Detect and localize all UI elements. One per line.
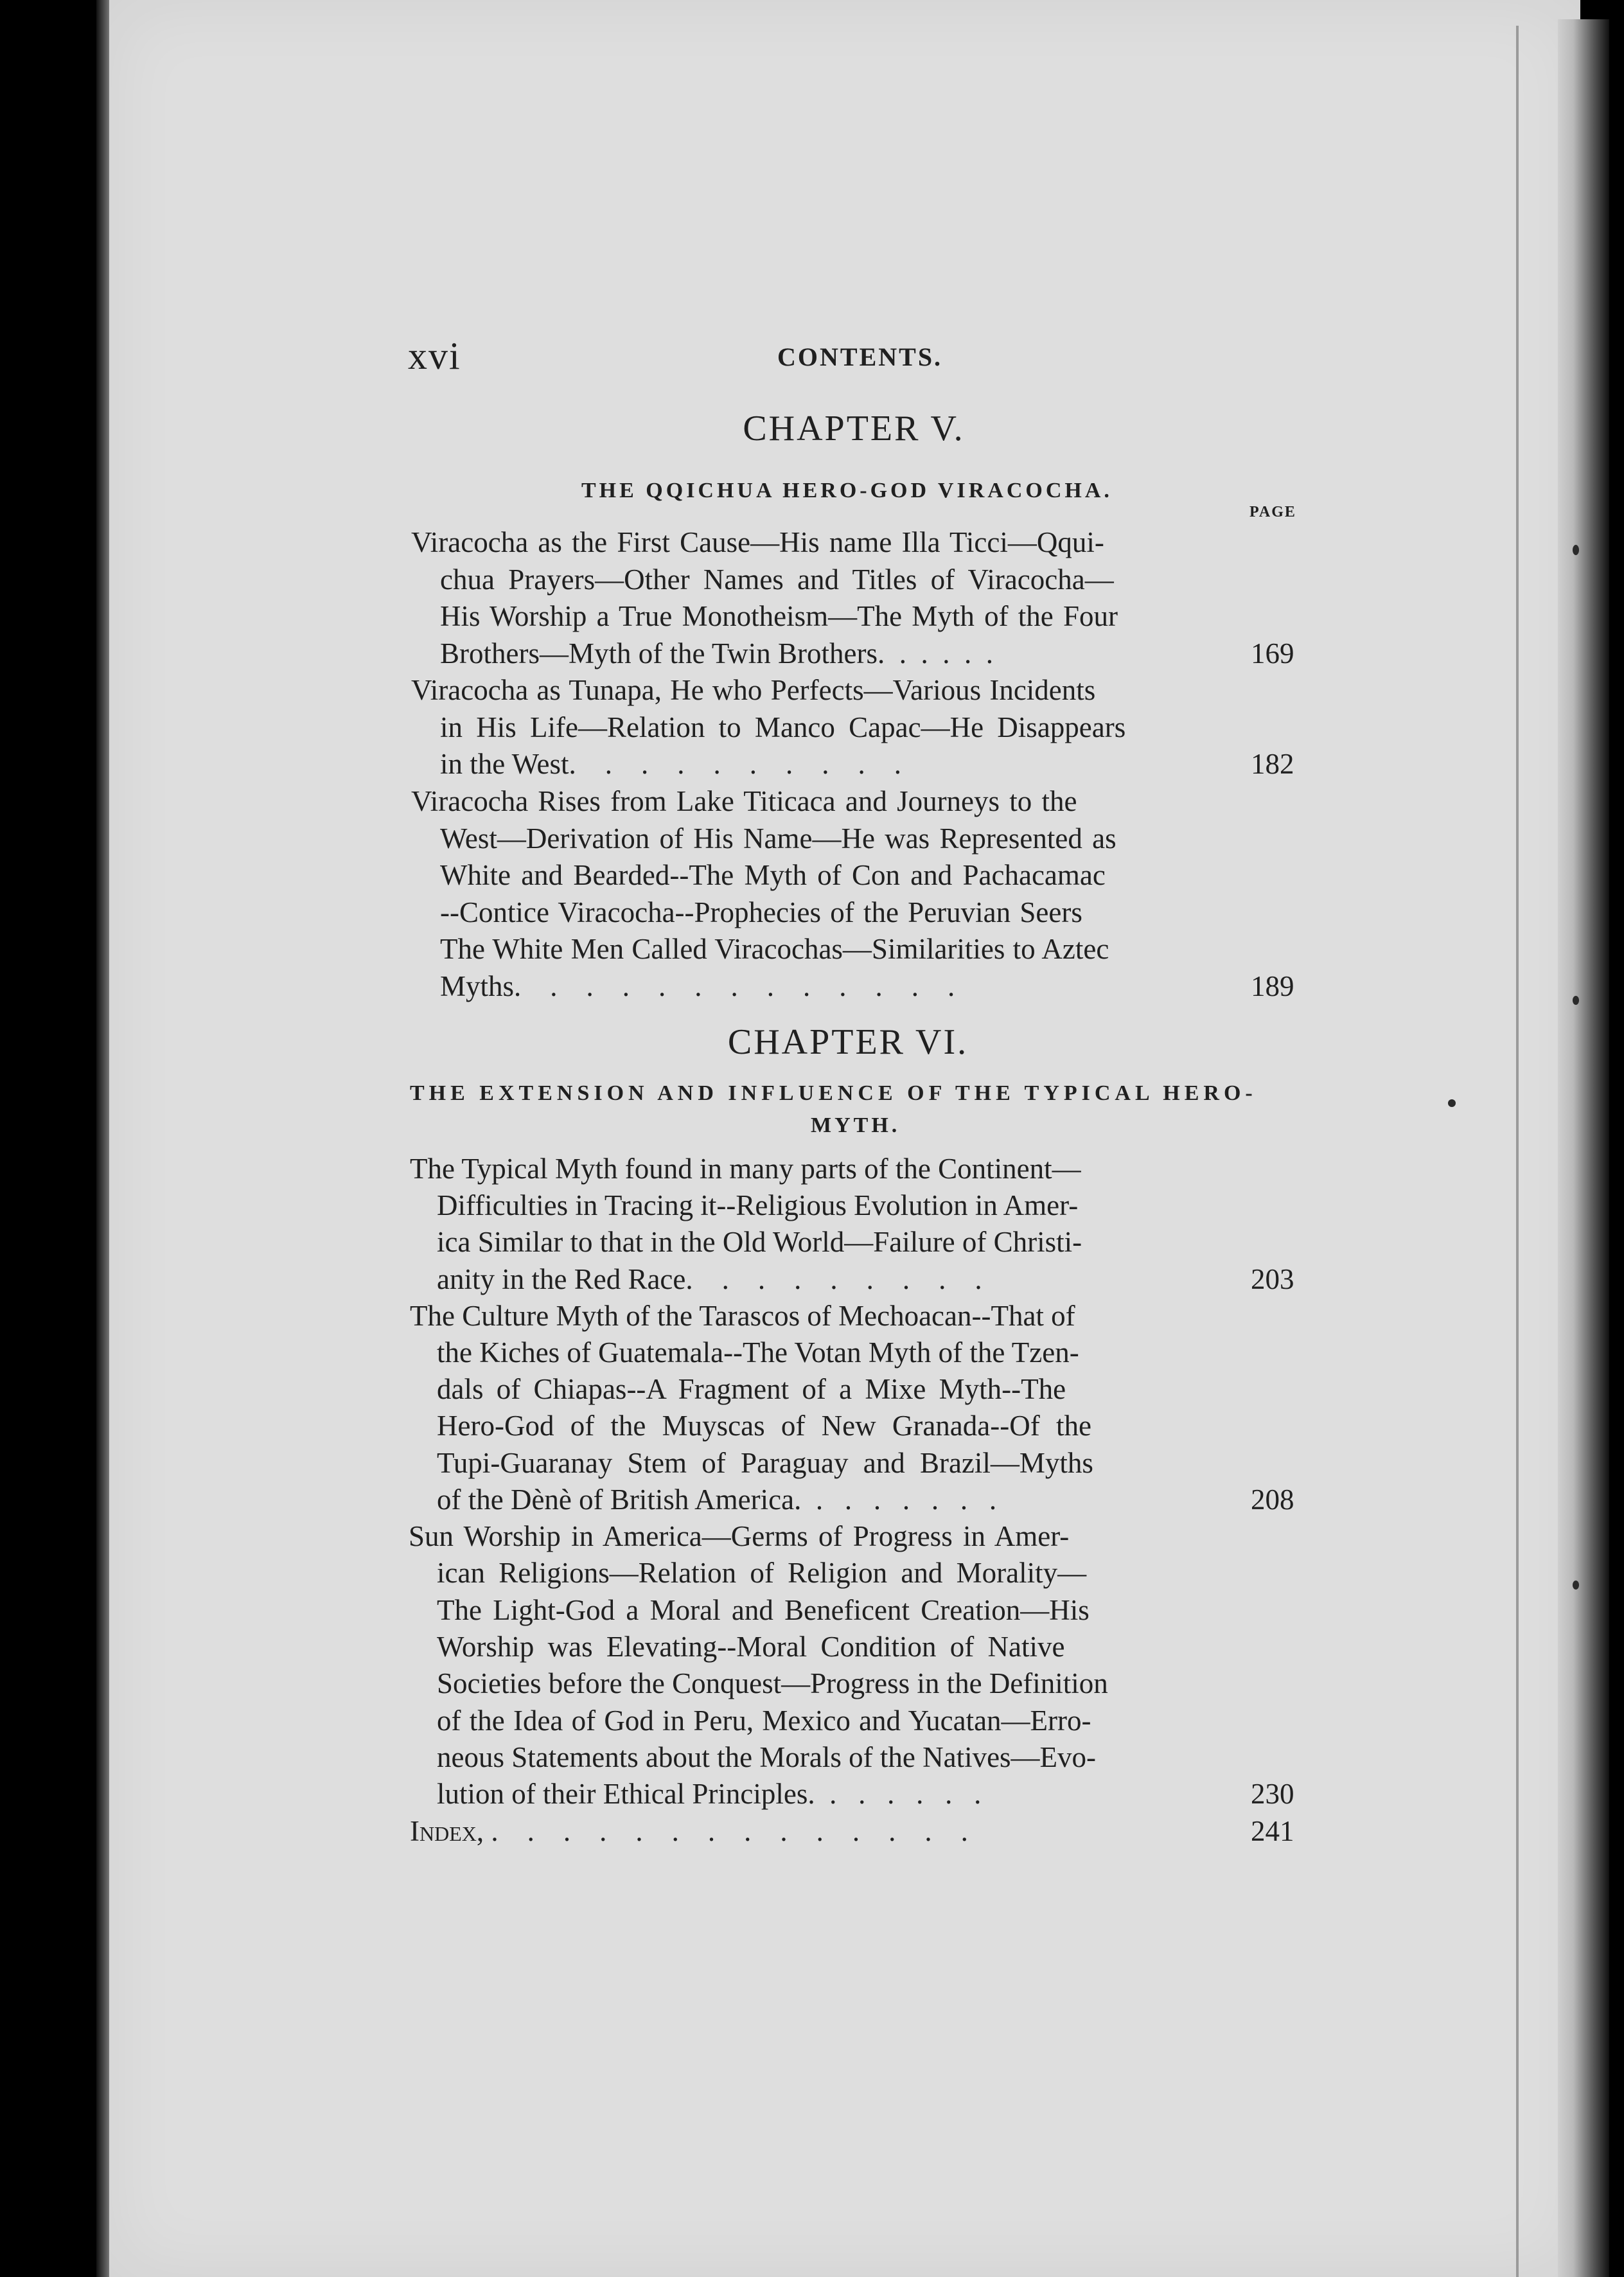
chapter-5-subtitle: THE QQICHUA HERO-GOD VIRACOCHA. — [581, 479, 1113, 502]
scan-speck — [1573, 996, 1579, 1005]
toc-entry-line: the Kiches of Guatemala--The Votan Myth of the Tzen- — [437, 1336, 1079, 1369]
scan-speck — [1573, 545, 1579, 555]
toc-page-number: 182 — [1251, 748, 1294, 780]
toc-entry-line: Sun Worship in America—Germs of Progress in Amer- — [409, 1520, 1070, 1552]
toc-page-number: 241 — [1251, 1815, 1294, 1847]
toc-entry-line: The Light-God a Moral and Beneficent Creation—His — [437, 1594, 1090, 1626]
page-right-edge — [1558, 19, 1609, 2277]
toc-entry-line: anity in the Red Race. . . . . . . . . — [437, 1263, 982, 1295]
chapter-5-heading: CHAPTER V. — [743, 409, 965, 448]
toc-entry-line: The Culture Myth of the Tarascos of Mechoacan--That of — [410, 1300, 1075, 1332]
toc-entry-line: of the Idea of God in Peru, Mexico and Yucatan—Erro- — [437, 1705, 1091, 1737]
toc-entry-line: dals of Chiapas--A Fragment of a Mixe Myth--The — [437, 1373, 1066, 1405]
page-column-label: PAGE — [1249, 504, 1296, 520]
toc-entry-line: neous Statements about the Morals of the Natives—Evo- — [437, 1741, 1097, 1773]
toc-entry-line: The White Men Called Viracochas—Similarities to Aztec — [440, 933, 1109, 965]
chapter-6-subtitle-line-2: MYTH. — [811, 1113, 901, 1137]
toc-entry-line: Societies before the Conquest—Progress in the Definition — [437, 1667, 1108, 1699]
running-head-title: CONTENTS. — [777, 342, 943, 371]
toc-entry-line: ican Religions—Relation of Religion and Morality— — [437, 1557, 1087, 1589]
toc-entry-line: West—Derivation of His Name—He was Represented as — [440, 822, 1116, 855]
toc-entry-line: White and Bearded--The Myth of Con and Pachacamac — [440, 859, 1106, 891]
toc-entry-line: in the West. . . . . . . . . . — [440, 748, 902, 780]
toc-entry-line: --Contice Viracocha--Prophecies of the Peruvian Seers — [440, 896, 1082, 928]
toc-page-number: 169 — [1251, 637, 1294, 669]
chapter-6-heading: CHAPTER VI. — [727, 1022, 969, 1062]
toc-entry-line: The Typical Myth found in many parts of the Continent— — [410, 1153, 1081, 1185]
toc-entry-line: Viracocha Rises from Lake Titicaca and Journeys to the — [411, 785, 1077, 817]
toc-entry-line: Worship was Elevating--Moral Condition of Native — [437, 1631, 1065, 1663]
toc-entry-line: Viracocha as Tunapa, He who Perfects—Various Incidents — [411, 674, 1096, 706]
toc-page-number: 208 — [1251, 1484, 1294, 1516]
index-label: Index, . . . . . . . . . . . . . . — [410, 1815, 968, 1847]
folio-number: xvi — [408, 335, 461, 377]
toc-entry-line: His Worship a True Monotheism—The Myth of the Four — [440, 600, 1118, 632]
toc-page-number: 189 — [1251, 970, 1294, 1002]
toc-entry-line: Brothers—Myth of the Twin Brothers. . . . . . — [440, 637, 993, 669]
toc-entry-line: in His Life—Relation to Manco Capac—He Disappears — [440, 711, 1126, 743]
toc-page-number: 203 — [1251, 1263, 1294, 1295]
toc-entry-line: chua Prayers—Other Names and Titles of Viracocha— — [440, 563, 1114, 596]
toc-entry-line: Hero-God of the Muyscas of New Granada--Of the — [437, 1410, 1091, 1442]
toc-page-number: 230 — [1251, 1778, 1294, 1810]
page-right-rule — [1516, 26, 1519, 2277]
toc-entry-line: Myths. . . . . . . . . . . . . — [440, 970, 955, 1002]
chapter-6-subtitle-line-1: THE EXTENSION AND INFLUENCE OF THE TYPICAL HERO- — [410, 1081, 1257, 1105]
scan-speck — [1573, 1581, 1579, 1590]
toc-entry-line: of the Dènè of British America. . . . . . . . — [437, 1484, 997, 1516]
toc-entry-line: ica Similar to that in the Old World—Failure of Christi- — [437, 1226, 1082, 1258]
toc-entry-line: lution of their Ethical Principles. . . . . . . — [437, 1778, 982, 1810]
toc-entry-line: Difficulties in Tracing it--Religious Evolution in Amer- — [437, 1189, 1079, 1221]
scan-speck — [1448, 1099, 1456, 1107]
toc-entry-line: Viracocha as the First Cause—His name Illa Ticci—Qqui- — [411, 526, 1104, 558]
toc-entry-line: Tupi-Guaranay Stem of Paraguay and Brazil—Myths — [437, 1447, 1093, 1479]
